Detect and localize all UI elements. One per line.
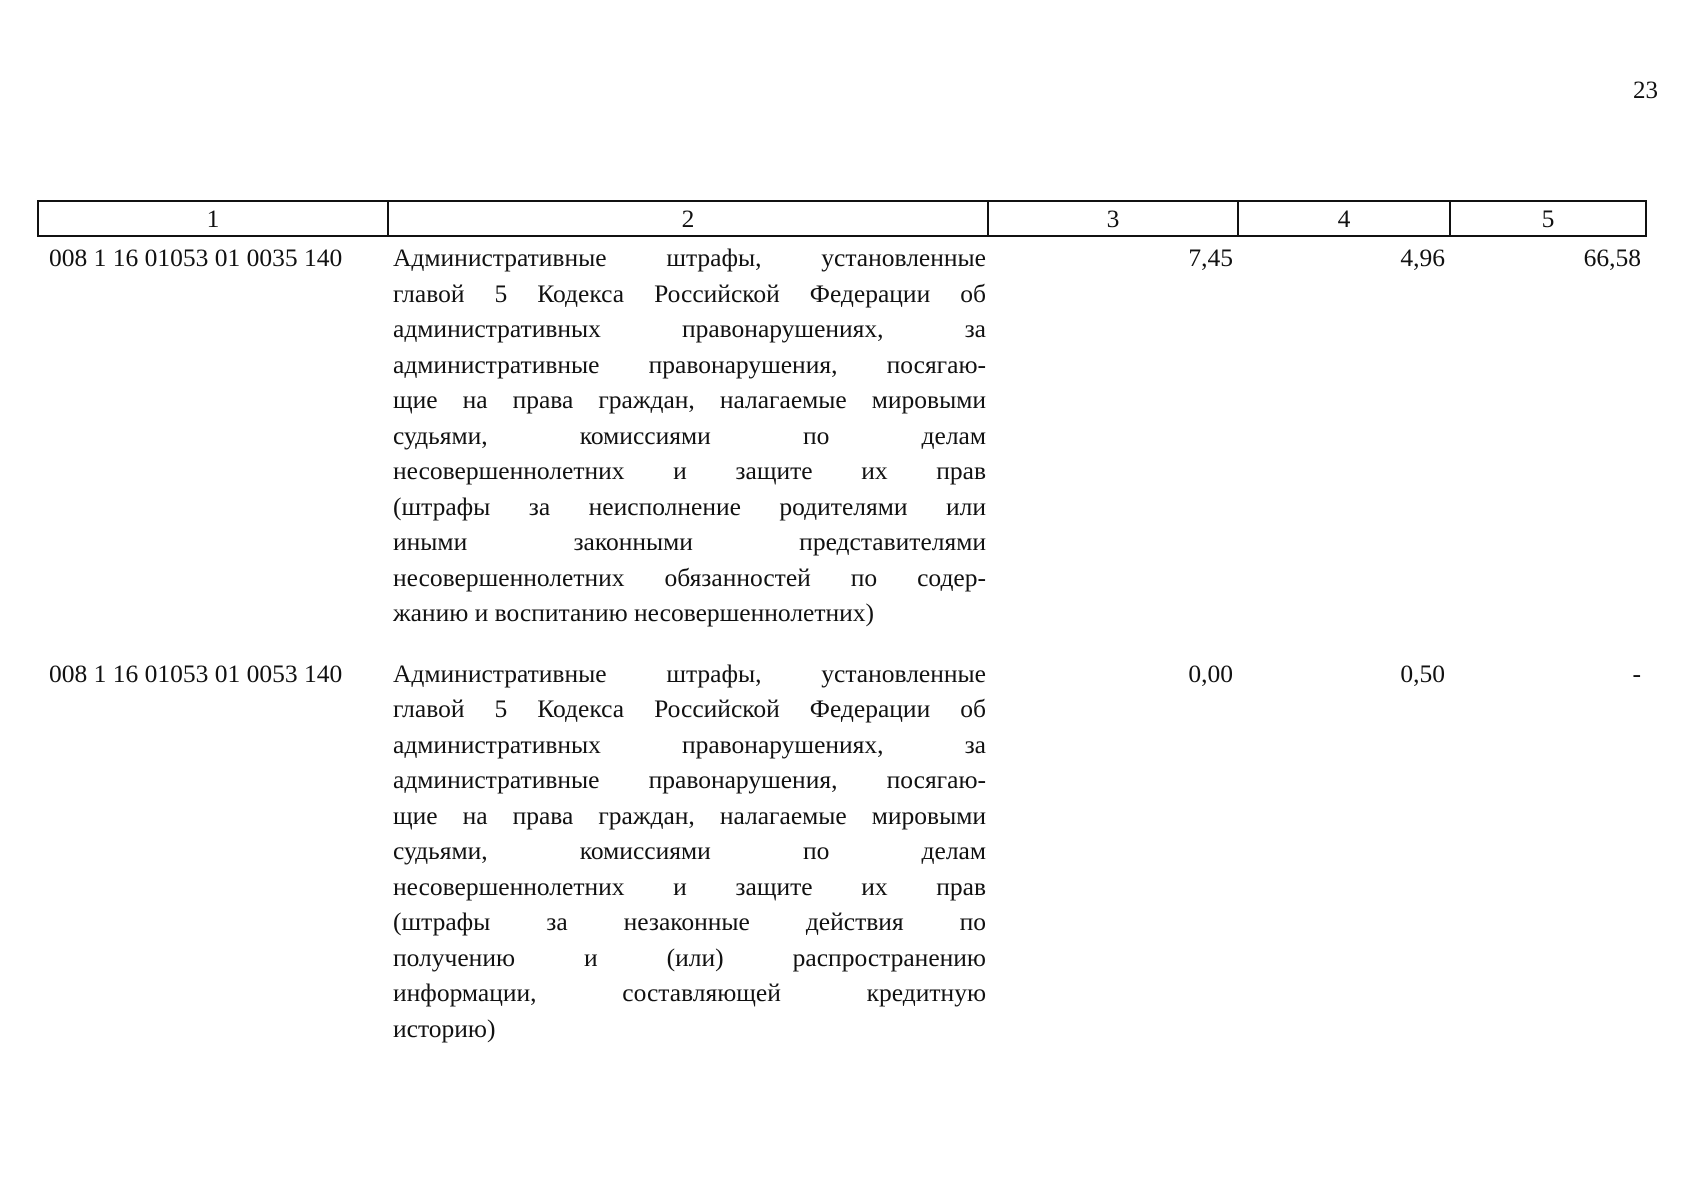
value-col-4: 4,96 <box>1400 243 1445 272</box>
header-col-2: 2 <box>388 201 988 236</box>
name-line: судьями, комиссиями по делам <box>393 420 986 450</box>
name-line: Административные штрафы, установленные <box>393 658 986 688</box>
name-line: Административные штрафы, установленные <box>393 243 986 272</box>
name-line: щие на права граждан, налагаемые мировыми <box>393 800 986 830</box>
name-line: несовершеннолетних и защите их прав <box>393 456 986 485</box>
header-col-1: 1 <box>38 201 388 236</box>
header-col-4: 4 <box>1238 201 1450 236</box>
value-col-4: 0,50 <box>1400 658 1445 688</box>
revenue-table <box>37 200 1647 1046</box>
name-line: главой 5 Кодекса Российской Федерации об <box>393 278 986 308</box>
name-line: жанию и воспитанию несовершеннолетних) <box>393 598 875 627</box>
header-col-5: 5 <box>1450 201 1646 236</box>
name-line: информации, составляющей кредитную <box>393 978 986 1007</box>
name-line: получению и (или) распространению <box>393 942 986 972</box>
name-line: несовершеннолетних и защите их прав <box>393 871 986 901</box>
name-line: несовершеннолетних обязанностей по содер- <box>393 562 986 592</box>
budget-code: 008 1 16 01053 01 0035 140 <box>49 243 343 272</box>
name-line: судьями, комиссиями по делам <box>393 836 986 865</box>
value-col-5: - <box>1632 658 1641 688</box>
name-line: главой 5 Кодекса Российской Федерации об <box>393 694 986 723</box>
header-col-3: 3 <box>988 201 1238 236</box>
table-header-row <box>38 201 1646 236</box>
name-line: историю) <box>393 1013 496 1043</box>
name-line: иными законными представителями <box>393 527 986 556</box>
budget-code: 008 1 16 01053 01 0053 140 <box>49 658 343 688</box>
name-line: щие на права граждан, налагаемые мировыми <box>393 385 986 414</box>
revenue-name <box>388 631 988 1047</box>
table-row <box>38 631 1646 1047</box>
revenue-name <box>388 236 988 631</box>
name-line: административных правонарушениях, за <box>393 729 986 759</box>
name-line: (штрафы за незаконные действия по <box>393 907 986 936</box>
name-line: административных правонарушениях, за <box>393 314 986 343</box>
value-col-3: 7,45 <box>1188 243 1233 272</box>
name-line: административные правонарушения, посягаю- <box>393 765 986 794</box>
name-line: (штрафы за неисполнение родителями или <box>393 491 986 521</box>
value-col-5: 66,58 <box>1583 243 1641 272</box>
value-col-3: 0,00 <box>1188 658 1233 688</box>
name-line: административные правонарушения, посягаю- <box>393 349 986 379</box>
page-number: 23 <box>1633 77 1658 104</box>
table-row <box>38 236 1646 631</box>
